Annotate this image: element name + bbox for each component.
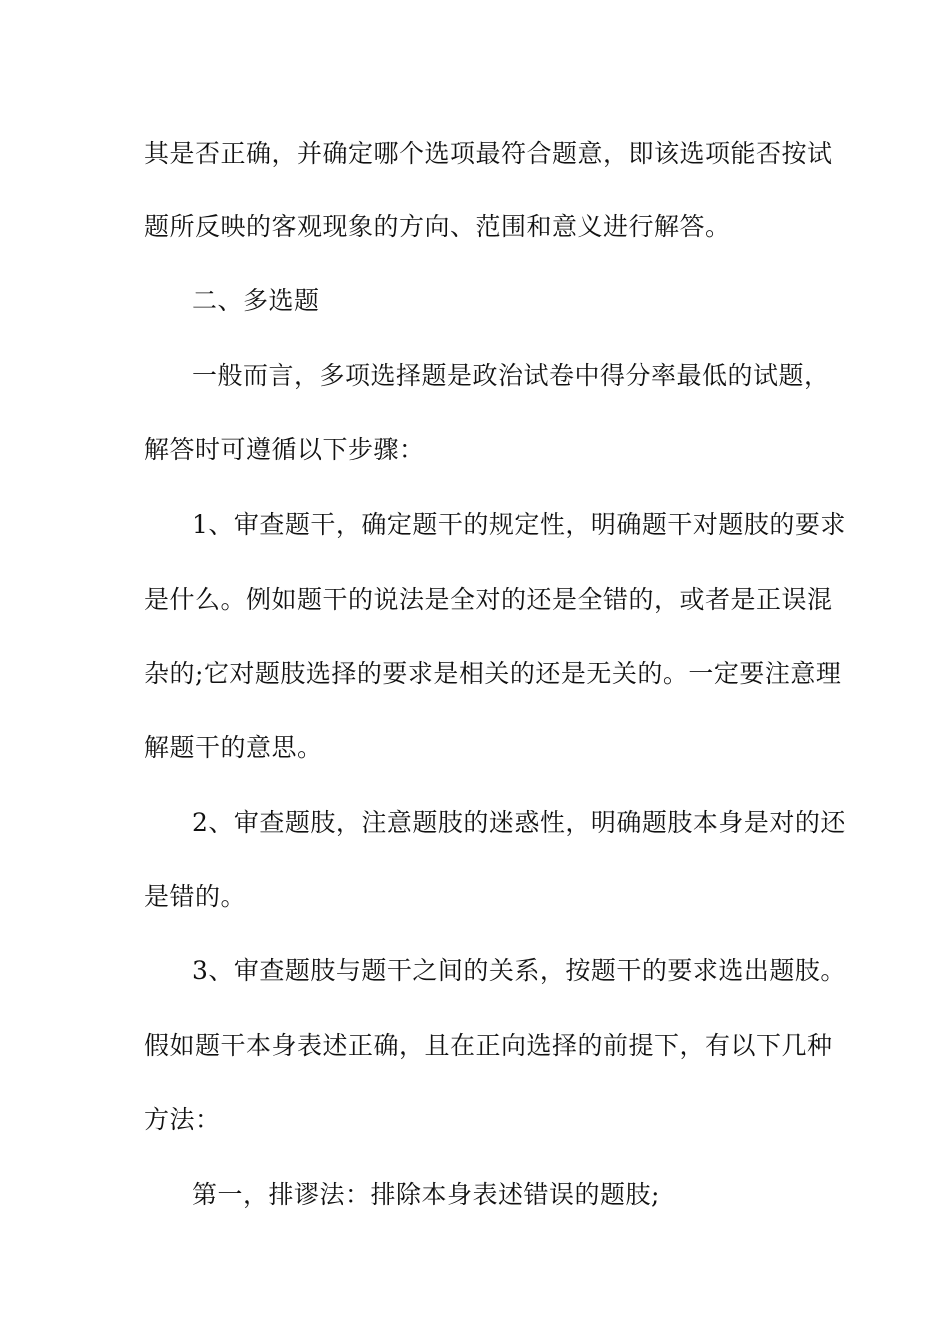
paragraph-line: 3、审查题肢与题干之间的关系，按题干的要求选出题肢。 bbox=[192, 956, 846, 985]
paragraph-line: 题所反映的客观现象的方向、范围和意义进行解答。 bbox=[144, 212, 731, 241]
paragraph-line: 解答时可遵循以下步骤： bbox=[144, 435, 425, 464]
paragraph-line: 第一，排谬法：排除本身表述错误的题肢; bbox=[192, 1180, 660, 1209]
paragraph-line: 2、审查题肢，注意题肢的迷惑性，明确题肢本身是对的还 bbox=[192, 808, 846, 837]
paragraph-line: 方法： bbox=[144, 1105, 221, 1134]
paragraph-line: 是什么。例如题干的说法是全对的还是全错的，或者是正误混 bbox=[144, 585, 833, 614]
paragraph-line: 杂的;它对题肢选择的要求是相关的还是无关的。一定要注意理 bbox=[144, 659, 842, 688]
paragraph-line: 是错的。 bbox=[144, 882, 247, 911]
paragraph-line: 假如题干本身表述正确，且在正向选择的前提下，有以下几种 bbox=[144, 1031, 833, 1060]
paragraph-line: 一般而言，多项选择题是政治试卷中得分率最低的试题， bbox=[192, 361, 830, 390]
paragraph-line: 解题干的意思。 bbox=[144, 733, 323, 762]
paragraph-line: 1、审查题干，确定题干的规定性，明确题干对题肢的要求 bbox=[192, 510, 846, 539]
section-heading: 二、多选题 bbox=[192, 286, 320, 315]
paragraph-line: 其是否正确，并确定哪个选项最符合题意，即该选项能否按试 bbox=[144, 139, 833, 168]
